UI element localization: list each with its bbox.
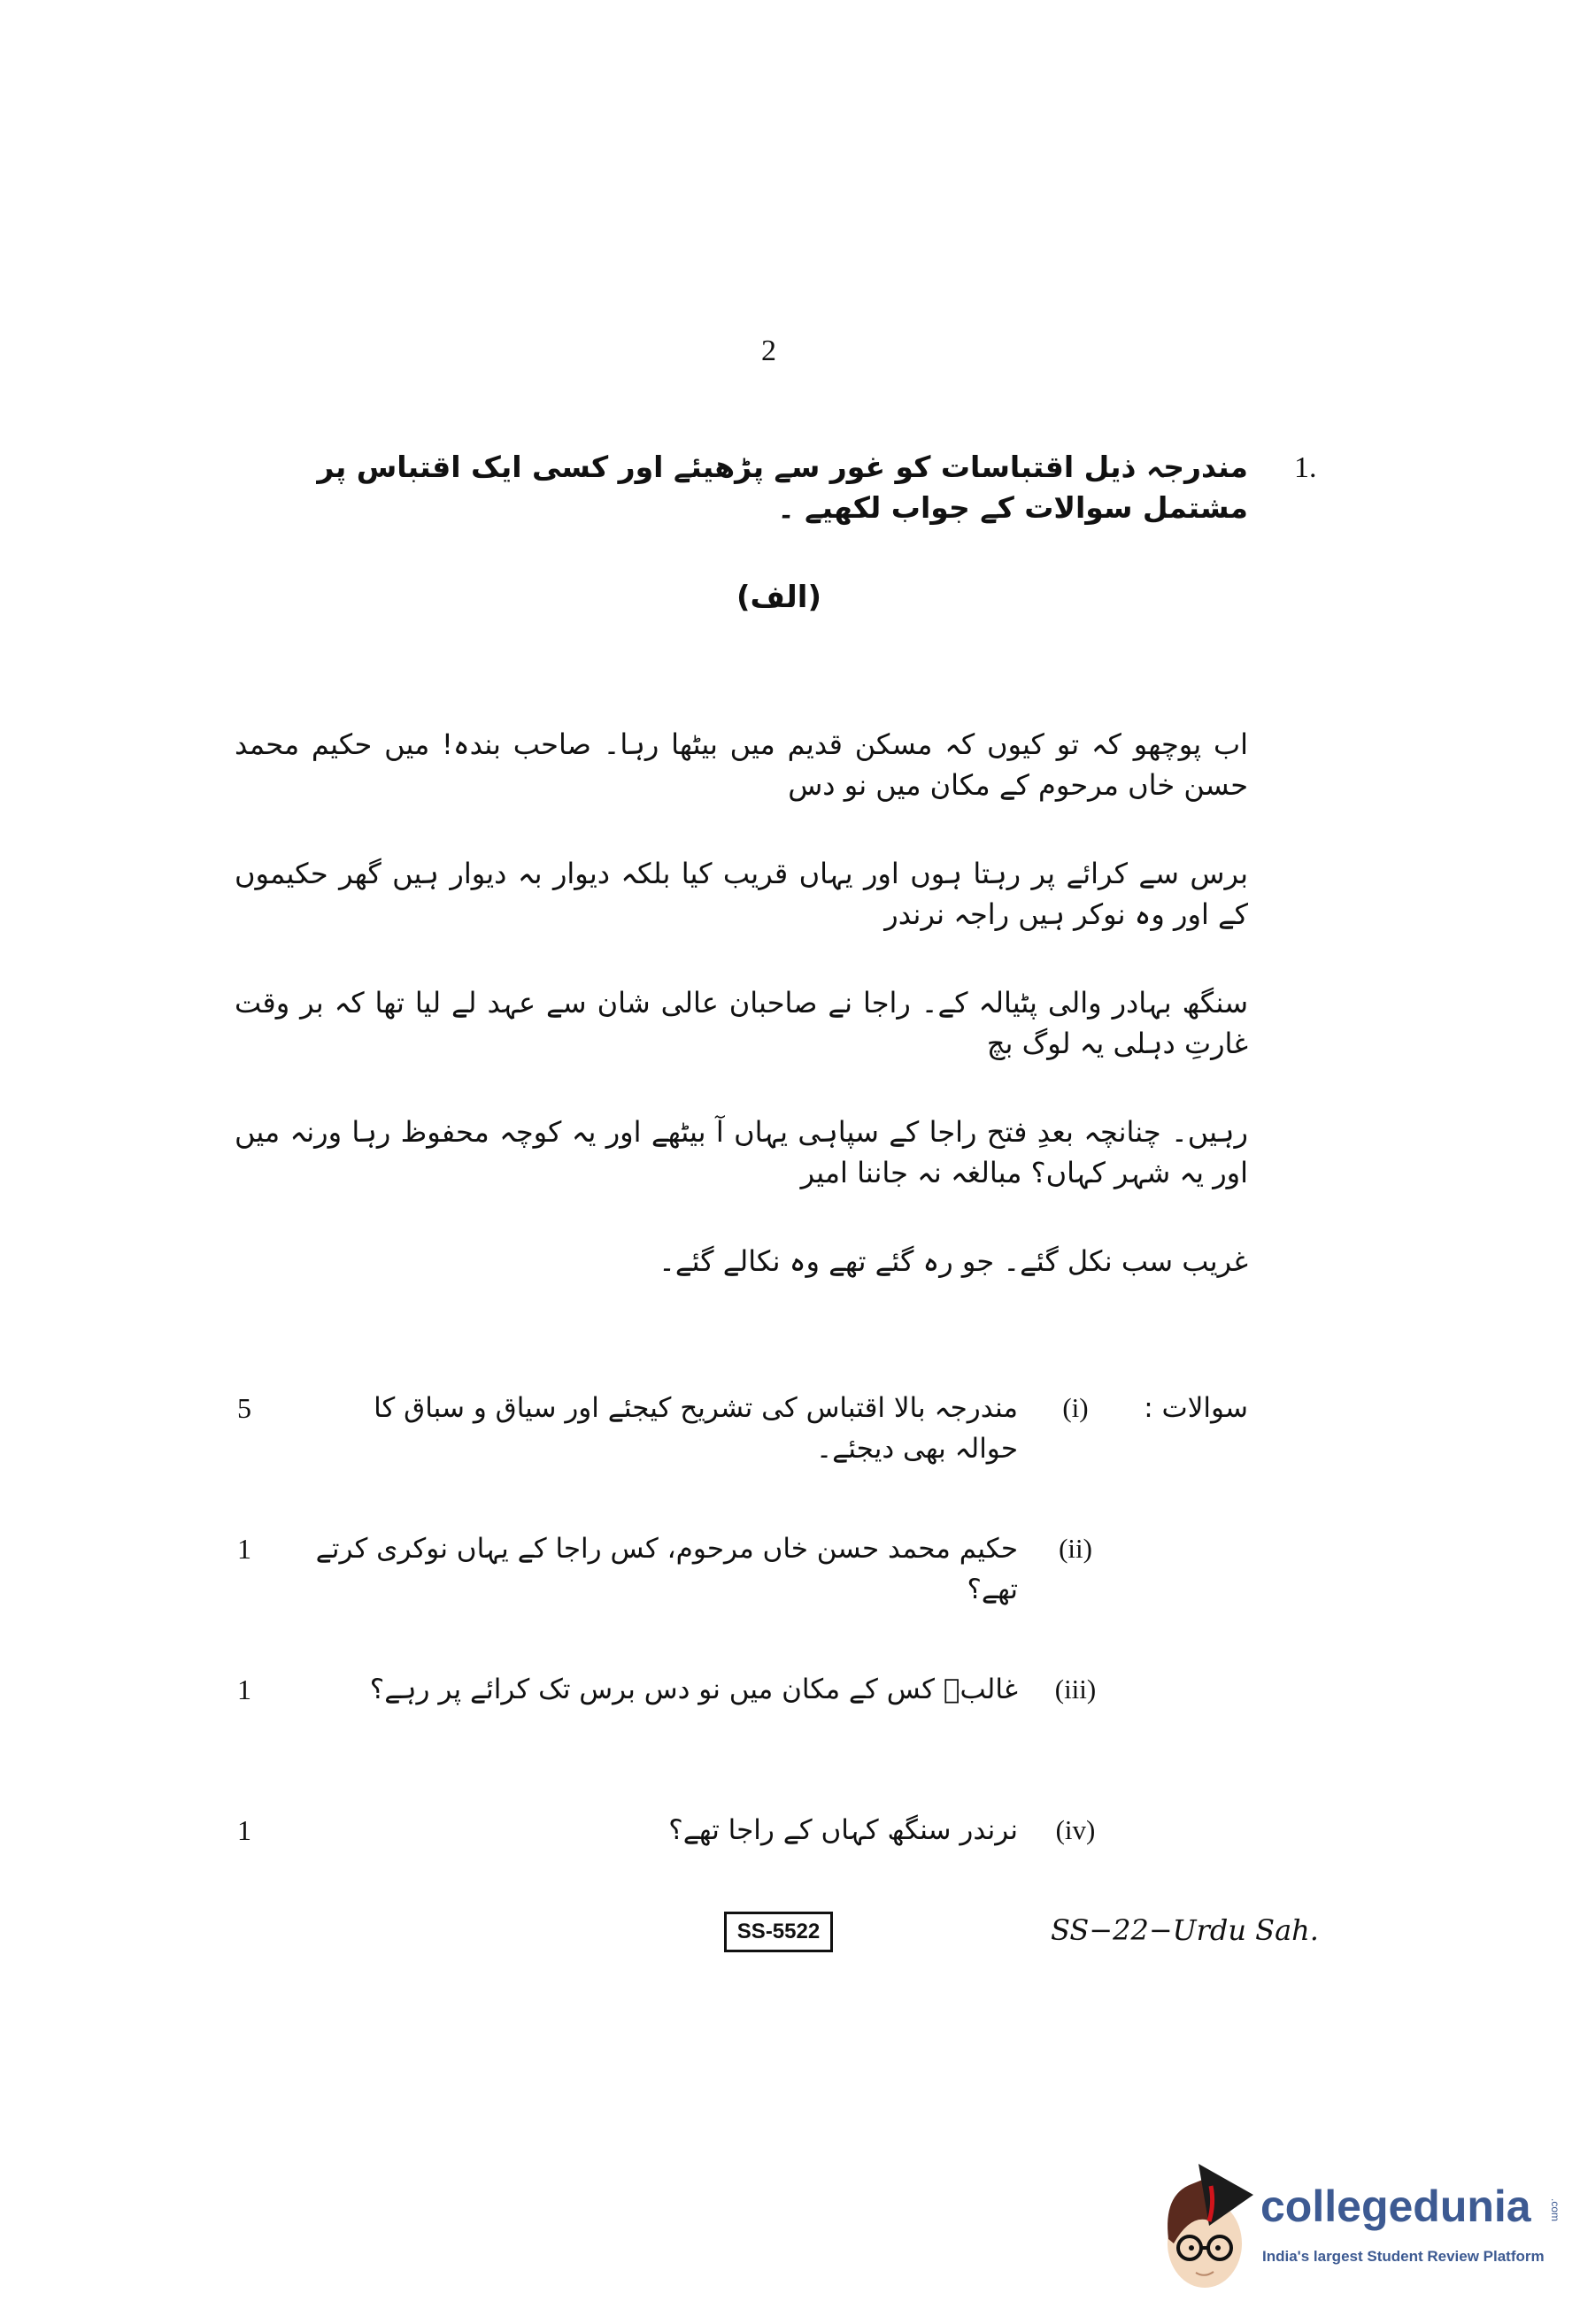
question-item	[235, 1528, 1248, 1669]
question-marks: 1	[237, 1533, 251, 1565]
passage-line: سنگھ بہادر والی پٹیالہ کے۔ راجا نے صاحبان عالی شان سے عہد لے لیا تھا کہ بر وقت غارتِ دہلی یہ لوگ بچ	[235, 986, 1248, 1060]
paper-code: SS−22−Urdu Sah.	[1051, 1913, 1319, 1947]
passage	[235, 724, 1248, 1281]
question-text: نرندر سنگھ کہاں کے راجا تھے؟	[668, 1814, 1018, 1846]
question-number: 1.	[1294, 451, 1317, 484]
passage-line: برس سے کرائے پر رہتا ہوں اور یہاں قریب کیا بلکہ دیوار بہ دیوار ہیں گھر حکیموں کے اور وہ نوکر ہیں راجہ نرندر	[235, 857, 1248, 931]
paper-code-box: SS-5522	[724, 1912, 833, 1952]
questions-list	[235, 1388, 1248, 1851]
question-marks: 1	[237, 1814, 251, 1846]
passage-line: اب پوچھو کہ تو کیوں کہ مسکن قدیم میں بیٹھا رہا۔ صاحب بندہ! میں حکیم محمد حسن خاں مرحوم کے مکان میں نو دس	[235, 727, 1248, 802]
question-num: (iv)	[1055, 1814, 1096, 1845]
question-num: (i)	[1062, 1392, 1089, 1423]
mascot-icon	[1156, 2159, 1262, 2292]
passage-line: رہیں۔ چنانچہ بعدِ فتح راجا کے سپاہی یہاں آ بیٹھے اور یہ کوچہ محفوظ رہا ورنہ میں اور یہ شہر کہاں؟ مبالغہ نہ جاننا امیر	[235, 1115, 1248, 1189]
collegedunia-watermark	[1156, 2159, 1563, 2292]
question-num: (ii)	[1059, 1533, 1092, 1564]
questions-label: سوالات :	[1144, 1392, 1248, 1424]
passage-line: غریب سب نکل گئے۔ جو رہ گئے تھے وہ نکالے گئے۔	[659, 1244, 1248, 1278]
question-item	[235, 1669, 1248, 1810]
question-marks: 5	[237, 1392, 251, 1424]
question-text: مندرجہ بالا اقتباس کی تشریح کیجئے اور سیاق و سباق کا حوالہ بھی دیجئے۔	[374, 1392, 1018, 1465]
question-num: (iii)	[1054, 1674, 1097, 1705]
question-marks: 1	[237, 1674, 251, 1705]
question-text: غالبؔ کس کے مکان میں نو دس برس تک کرائے پر رہے؟	[369, 1674, 1018, 1705]
question-text: حکیم محمد حسن خاں مرحوم، کس راجا کے یہاں نوکری کرتے تھے؟	[315, 1533, 1018, 1605]
brand-tagline: India's largest Student Review Platform	[1262, 2248, 1545, 2265]
page-number: 2	[761, 335, 776, 367]
question-item	[235, 1388, 1248, 1528]
brand-domain: .com	[1549, 2198, 1561, 2222]
question-item	[235, 1810, 1248, 1851]
section-heading: (الف)	[736, 580, 821, 615]
question-instruction: مندرجہ ذیل اقتباسات کو غور سے پڑھیئے اور کسی ایک اقتباس پر مشتمل سوالات کے جواب لکھیے ۔	[317, 450, 1248, 525]
brand-name: collegedunia	[1260, 2182, 1531, 2231]
